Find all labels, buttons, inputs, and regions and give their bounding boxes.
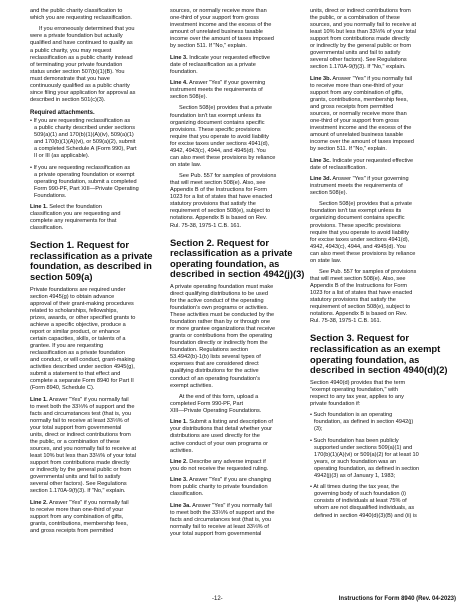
page-number: -12- [212,596,223,602]
line-text: Submit a listing and description of your distributions that detail whether your distributions are used directly for the active conduct of your own programs or activities. [170,419,273,454]
line-label: Line 2. [170,458,188,465]
section-heading: Section 2. Request for reclassification as a private operating foundation, as described in section 4942(j)(3) [170,236,305,280]
column-middle [170,8,314,538]
paragraph: Section 4940(d) provides that the term "exempt operating foundation," with respect to any tax year, applies to any private foundation if: [310,379,406,407]
line-label: Line 4. [170,80,188,87]
paragraph: units, direct or indirect contributions from the public, or a combination of these sources, and you normally fail to receive at least 10% but less than 33⅓% of your total support from contributions made directly or indirectly by the general public or from governmental units and fail to satisfy several other factors). See Regulations section 1.170A-9(f)(3). If "No," explain. [310,8,417,71]
paragraph: and the public charity classification to which you are requesting reclassification. [30,8,132,22]
paragraph: See Pub. 557 for samples of provisions that will meet section 508(e). Also, see Appendix B of the Instructions for Form 1023 for a list of states that have enacted statutory provisions that satisfy the requirement of section 508(e), subject to notations. Appendix B is based on Rev. Rul. 75-38, 1975-1 C.B. 161. [310,269,417,325]
line-text: Select the foundation classification you are requesting and complete any requirements for that classification. [30,204,121,232]
paragraph: Section 508(e) provides that a private foundation isn't tax exempt unless its organizing document contains specific provisions. These specific provisions require that you operate to avoid liability for excise taxes under sections 4941(d), 4942, 4943(c), 4944, and 4945(d). You can also meet these provisions by reliance on state law. [310,201,416,264]
paragraph: If you erroneously determined that you were a private foundation but actually qualified and have continued to qualify as a public charity, you may request reclassification as a public charity instead of terminating your private foundation status under section 507(b)(1)(B). You must demonstrate that you have continuously qualified as a public charity since filing your application for approval as described in section 501(c)(3). [30,26,136,103]
line-instruction [30,500,174,535]
line-label: Line 3d. [310,175,332,182]
line-text: Answer "Yes" if you normally fail to receive more than one-third of your support from any combination of gifts, grants, contributions, membership fees, and gross receipts from permitted [30,499,129,534]
line-label: Line 3a. [170,502,191,509]
line-text: Answer "Yes" if you normally fail to receive more than one-third of your support from any combination of gifts, grants, contributions, membership fees, and gross receipts from permitted sources, or normally receive more than one-third of your support from gross investment income and the excess of the amount of unrelated business taxable income over the amount of taxes imposed by section 511. If "No," explain. [310,75,414,153]
line-label: Line 1. [170,419,188,426]
column-right [310,8,456,520]
line-instruction [310,176,456,197]
bullet-item: • Such foundation is an operating foundation, as defined in section 4942(j) (3); [310,412,414,433]
line-instruction [310,76,456,154]
line-text: Indicate your requested effective date of reclassification. [310,157,414,171]
line-label: Line 3c. [310,157,331,164]
line-instruction [310,158,456,172]
bullet-item: • Such foundation has been publicly supported under sections 509(a)(1) and 170(b)(1)(A)(vi) or 509(a)(2) for at least 10 years, or such foundation was an operating foundation, as defined in section 4942(j)(3) as of January 1, 1983; [310,437,420,479]
section-heading: Section 3. Request for reclassification as an exempt operating foundation, as described in section 4940(d)(2) [310,332,448,376]
bullet-item: • If you are requesting reclassification as a public charity described under sections 509(a)(1) and 170(b)(1)(A)(iv), 509(a)(1) and 170(b)(1)(A)(vi), or 509(a)(2), submit a completed Schedule A (Form 990), Part II or III (as applicable). [30,117,137,160]
paragraph: Section 508(e) provides that a private foundation isn't tax exempt unless its organizing document contains specific provisions. These specific provisions require that you operate to avoid liability for excise taxes under sections 4941(d), 4942, 4943(c), 4944, and 4945(d). You can also meet these provisions by reliance on state law. [170,105,276,168]
line-label: Line 1. [30,204,48,211]
line-label: Line 3. [170,477,188,484]
line-text: Indicate your requested effective date of reclassification as a private foundation. [170,54,271,75]
line-instruction [170,503,314,538]
line-text: Answer "Yes" if you normally fail to meet both the 33⅓% of support and the facts and circumstances test (that is, you normally fail to receive at least 33⅓% of your total support from governmental [170,502,275,537]
line-instruction [170,55,314,76]
line-text: Answer "Yes" if you are changing from public charity to private foundation classification. [170,477,272,498]
column-left [30,8,174,535]
paragraph: At the end of this form, upload a completed Form 990-PF, Part XIII—Private Operating Foundations. [170,393,262,415]
line-instruction [30,204,174,232]
paragraph: See Pub. 557 for samples of provisions that will meet section 508(e). Also, see Appendix B of the Instructions for Form 1023 for a list of states that have enacted statutory provisions that satisfy the requirement of section 508(e), subject to notations. Appendix B is based on Rev. Rul. 75-38, 1975-1 C.B. 161. [170,173,277,229]
line-instruction [170,459,314,473]
line-label: Line 3b. [310,75,332,82]
line-instruction [170,477,314,498]
line-instruction [30,397,174,496]
footer-title: Instructions for Form 8940 (Rev. 04-2023) [338,596,456,602]
bullet-item: • If you are requesting reclassification as a private operating foundation or exempt operating foundation, submit a completed Form 990-PF, Part XIII—Private Operating Foundations. [30,164,139,199]
line-text: Answer "Yes" if your governing instrument meets the requirements of section 508(e). [170,80,266,101]
line-label: Line 3. [170,54,188,61]
line-instruction [170,419,314,454]
subheading-required-attachments: Required attachments. [30,109,95,116]
paragraph: Private foundations are required under section 4945(g) to obtain advance approval of their grant-making procedures related to scholarships, fellowships, prizes, awards, or other specified grants to achieve a specific objective, produce a report or similar product, or enhance certain capacities, skills, or talents of a grantee. If you are requesting reclassification as a private foundation and conduct, or will conduct, grant-making activities described under section 4945(g), submit a statement to that effect and complete a separate Form 8940 for Part II (Form 8940, Schedule C). [30,286,136,392]
line-text: Answer "Yes" if you normally fail to meet both the 33⅓% of support and the facts and circumstances test (that is, you normally fail to receive at least 33⅓% of your total support from governmental units, direct or indirect contributions from the public, or a combination of these sources, and you normally fail to receive at least 10% but less than 33⅓% of your total support from contributions made directly or indirectly by the general public or from governmental units and fail to satisfy several other factors). See Regulations section 1.170A-9(f)(3). If "No," explain. [30,396,137,495]
paragraph: sources, or normally receive more than one-third of your support from gross investment income and the excess of the amount of unrelated business taxable income over the amount of taxes imposed by section 511. If "No," explain. [170,8,274,50]
line-text: Describe any adverse impact if you do not receive the requested ruling. [170,458,269,472]
line-instruction [170,80,314,101]
line-text: Answer "Yes" if your governing instrument meets the requirements of section 508(e). [310,175,409,197]
section-heading: Section 1. Request for reclassification as a private foundation, as described in section 509(a) [30,239,153,283]
paragraph: A private operating foundation must make direct qualifying distributions to be used for the active conduct of the operating foundation's own programs or activities. These activities must be conducted by the foundation rather than by or through one or more grantee organizations that receive grants or contributions from the operating foundation directly or indirectly from the foundation. Regulations section 53.4942(b)-1(b) lists several types of expenses that are considered direct qualifying distributions for the active conduct of an operating foundation's exempt activities. [170,283,276,389]
line-label: Line 1. [30,396,48,403]
line-label: Line 2. [30,499,48,506]
bullet-item: • At all times during the tax year, the governing body of such foundation (i) consists of individuals at least 75% of whom are not disqualified individuals, as defined in section 4940(d)(3)(B) and (ii) is [310,484,417,519]
